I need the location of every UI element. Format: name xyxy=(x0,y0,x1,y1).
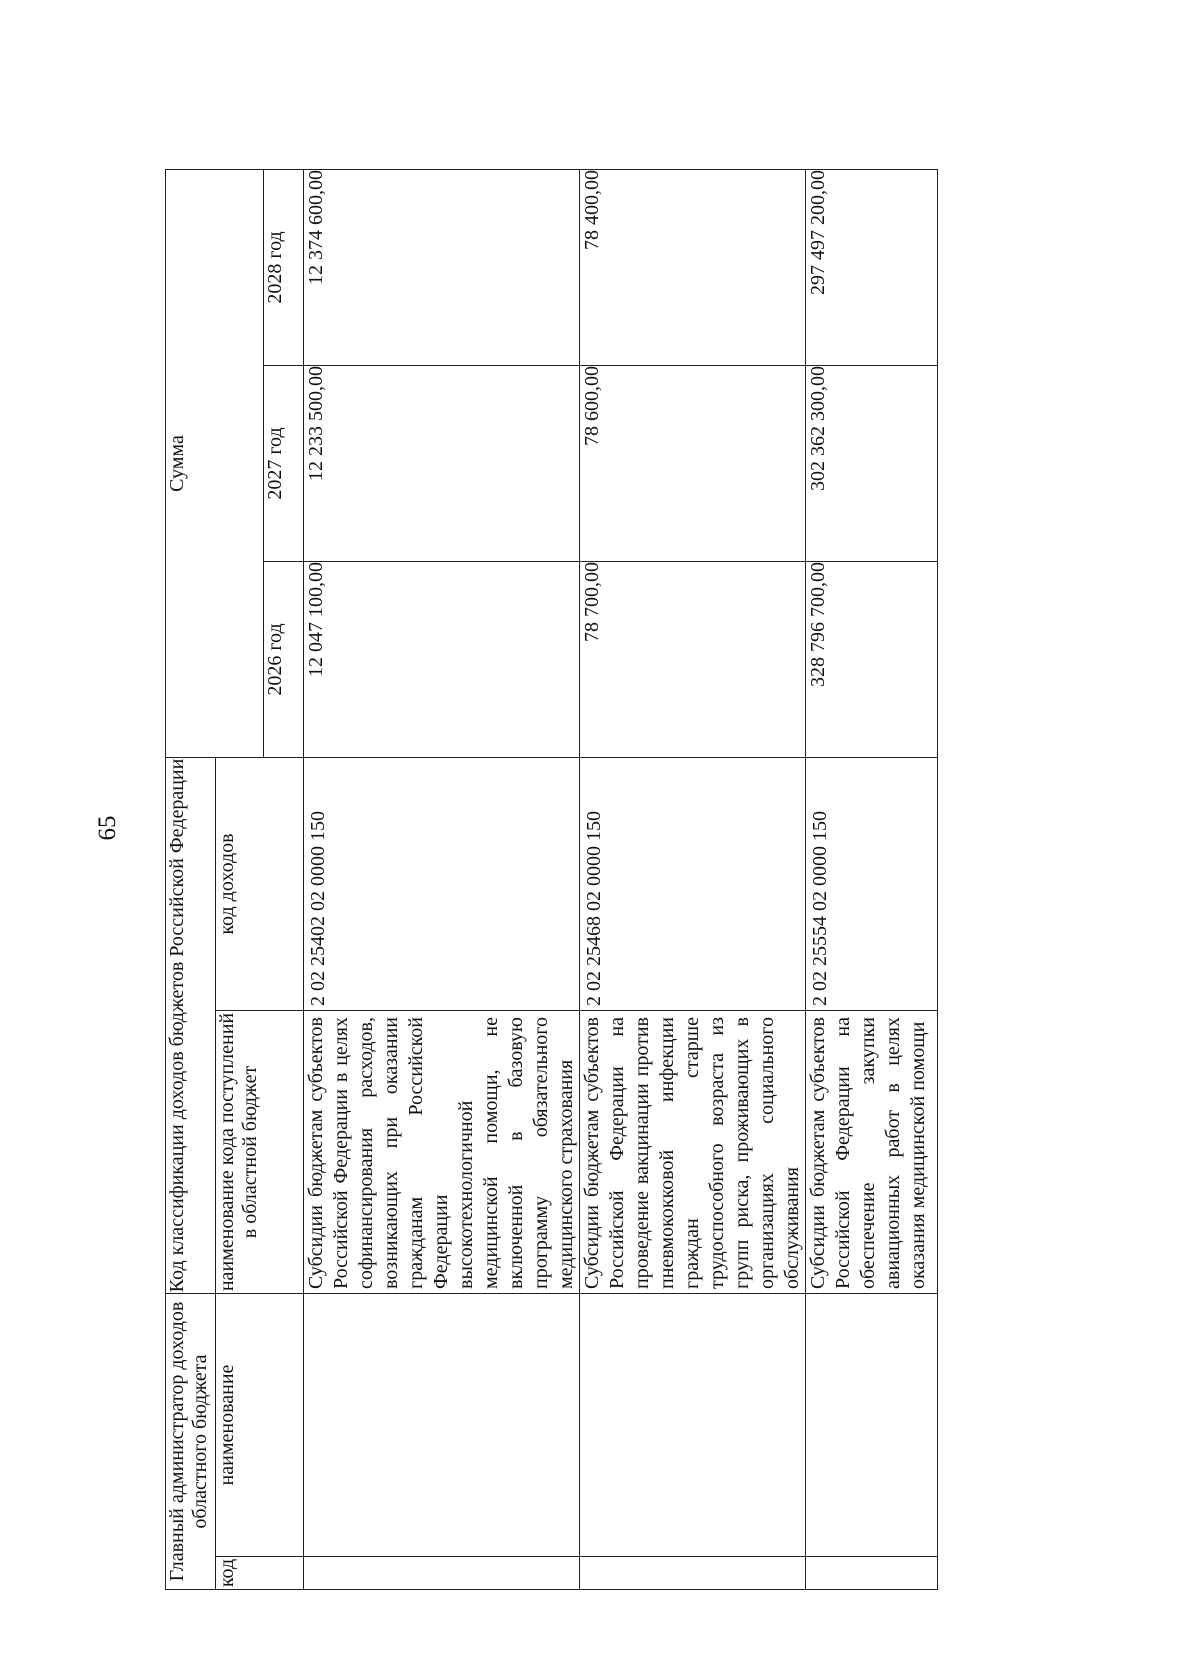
rotated-table-container xyxy=(165,169,929,1590)
col-header-2028: 2028 год xyxy=(264,169,304,365)
row-admin-name xyxy=(580,1294,806,1557)
row-admin-name xyxy=(304,1294,580,1557)
amount-2028: 78 400,00 xyxy=(580,169,806,365)
revenue-table xyxy=(165,169,938,1590)
amount-2027: 78 600,00 xyxy=(580,366,806,562)
admin-group-header: Главный администратор доходов областного бюджета xyxy=(166,1294,216,1590)
col-header-name: наименование xyxy=(216,1294,304,1557)
amount-2027: 302 362 300,00 xyxy=(806,366,938,562)
col-header-code: код xyxy=(216,1557,304,1590)
page-number: 65 xyxy=(94,815,121,841)
income-code: 2 02 25468 02 0000 150 xyxy=(583,811,605,1006)
row-admin-name xyxy=(806,1294,938,1557)
table-row xyxy=(806,169,938,1589)
col-header-income-name: наименование кода поступлений в областной бюджет xyxy=(216,1011,304,1294)
income-name: Субсидии бюджетам субъектов Российской Федерации на проведение вакцинации против пневмококковой инфекции граждан старше трудоспособного возраста из групп риска, проживающих в организациях социального обслуживания xyxy=(581,1017,803,1289)
table-row xyxy=(304,169,580,1589)
income-code: 2 02 25554 02 0000 150 xyxy=(809,811,831,1006)
income-code: 2 02 25402 02 0000 150 xyxy=(307,811,329,1006)
income-name: Субсидии бюджетам субъектов Российской Федерации на обеспечение закупки авиационных работ в целях оказания медицинской помощи xyxy=(807,1017,929,1289)
amount-2028: 297 497 200,00 xyxy=(806,169,938,365)
col-header-income-code: код доходов xyxy=(216,758,304,1011)
classification-group-header: Код классификации доходов бюджетов Российской Федерации xyxy=(166,758,216,1294)
amount-2026: 328 796 700,00 xyxy=(806,562,938,758)
row-code xyxy=(580,1557,806,1590)
amount-2028: 12 374 600,00 xyxy=(304,169,580,365)
amount-2026: 78 700,00 xyxy=(580,562,806,758)
col-header-2027: 2027 год xyxy=(264,366,304,562)
row-code xyxy=(806,1557,938,1590)
amount-2027: 12 233 500,00 xyxy=(304,366,580,562)
row-code xyxy=(304,1557,580,1590)
col-header-2026: 2026 год xyxy=(264,562,304,758)
amount-2026: 12 047 100,00 xyxy=(304,562,580,758)
sum-group-header: Сумма xyxy=(166,169,264,757)
income-name: Субсидии бюджетам субъектов Российской Федерации в целях софинансирования расходов, возникающих при оказании гражданам Российской Федерации высокотехнологичной медицинской помощи, не включенной в базовую программу обязательного медицинского страхования xyxy=(305,1017,577,1289)
table-row xyxy=(580,169,806,1589)
